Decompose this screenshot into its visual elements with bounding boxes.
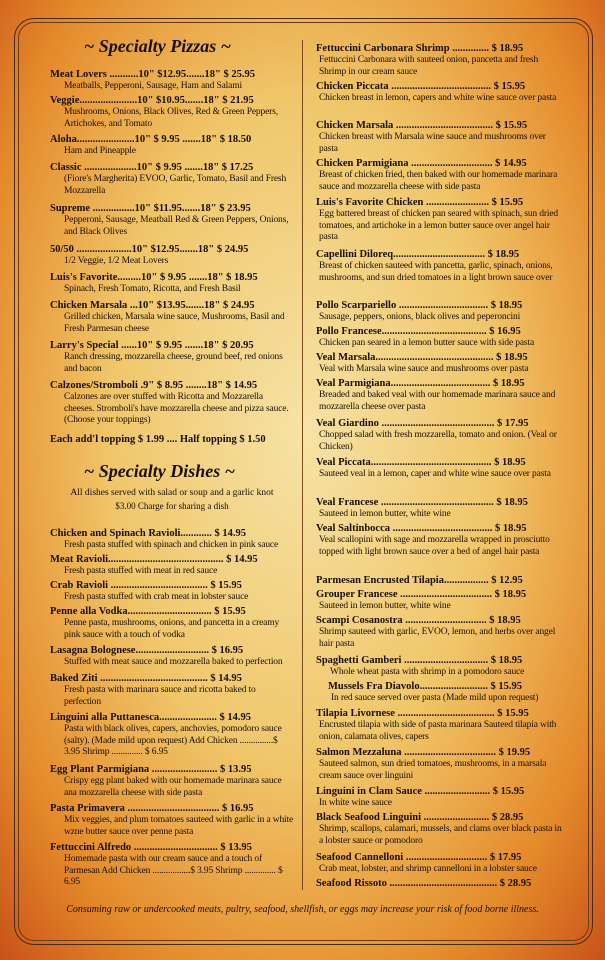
dishes-heading: ~ Specialty Dishes ~ [84, 461, 236, 481]
pizza-item [50, 95, 294, 130]
pizza-desc: Grilled chicken, Marsala wine sauce, Mushrooms, Basil and Fresh Parmesan cheese [64, 312, 285, 334]
pizza-title: Meat Lovers ...........10" $12.95.......18" $ 25.95 [50, 69, 256, 80]
food-safety-disclaimer: Consuming raw or undercooked meats, pultry, seafood, shellfish, or eggs may increase your risk of food borne illness. [66, 904, 539, 915]
dish-desc: Fresh pasta with marinara sauce and ricotta baked to perfection [64, 685, 256, 707]
entree-item [316, 352, 566, 376]
entree-desc: Shrimp, scallops, calamari, mussels, and clams over black pasta in a lobster sauce or pomodoro [319, 824, 562, 846]
pizza-item [50, 300, 294, 335]
entree-item [316, 852, 566, 876]
entree-item [316, 249, 566, 284]
entree-item [316, 326, 566, 350]
pizza-title: 50/50 .....................10" $12.95.......18" $ 24.95 [50, 244, 249, 255]
pizza-title: Veggie......................10" $10.95.......18" $ 21.95 [50, 95, 254, 106]
entree-desc: Encrusted tilapia with side of pasta marinara Sauteed tilapia with onion, calamata olives, capers [319, 720, 557, 742]
dish-item [50, 803, 294, 838]
entree-desc: Veal scallopini with sage and mozzarella wrapped in prosciutto topped with light brown sauce over a bed of angel hair pasta [319, 535, 550, 557]
dish-desc: Crispy egg plant baked with our homemade marinara sauce ana mozzarella cheese with side pasta [64, 776, 282, 798]
dish-item [50, 764, 294, 799]
dish-title: Linguini alla Puttanesca...................... $ 14.95 [50, 712, 251, 723]
entree-item [328, 681, 566, 705]
dish-item [50, 580, 294, 604]
dish-item [50, 606, 294, 641]
entree-title: Salmon Mezzaluna ................................... $ 19.95 [316, 747, 531, 758]
entree-title: Veal Marsala............................................. $ 18.95 [316, 352, 528, 363]
entree-item [316, 747, 566, 782]
entree-item [316, 497, 566, 521]
dish-item [50, 554, 294, 578]
sharing-note: $3.00 Charge for sharing a dish [115, 501, 229, 511]
entree-title: Veal Parmigiana...................................... $ 18.95 [316, 378, 525, 389]
entree-desc: Sauteed in lemon butter, white wine [319, 601, 451, 611]
entree-desc: Crab meat, lobster, and shrimp cannelloni in a lobster sauce [319, 864, 537, 874]
pizza-title: Classic ....................10" $ 9.95 .......18" $ 17.25 [50, 162, 254, 173]
entree-title: Veal Francese ........................................... $ 18.95 [316, 497, 528, 508]
entree-title: Grouper Francese ................................... $ 18.95 [316, 589, 527, 600]
entree-title: Luis's Favorite Chicken ........................ $ 15.95 [316, 197, 524, 208]
entree-title: Linguini in Clam Sauce ......................... $ 15.95 [316, 786, 525, 797]
entree-desc: Chicken breast with Marsala wine sauce and mushrooms over pasta [319, 132, 546, 154]
entree-desc: Breast of chicken sauteed with pancetta, garlic, spinach, onions, mushrooms, and sun dried tomatoes in a light brown sauce over [319, 261, 553, 283]
dish-title: Penne alla Vodka................................ $ 15.95 [50, 606, 246, 617]
entree-title: Chicken Parmigiana ............................... $ 14.95 [316, 158, 527, 169]
dish-title: Crab Ravioli ..................................... $ 15.95 [50, 580, 242, 591]
entree-desc: Sauteed veal in a lemon, caper and white wine sauce over pasta [319, 469, 551, 479]
entree-desc: Fettuccini Carbonara with sauteed onion, pancetta and fresh Shrimp in our cream sauce [319, 55, 539, 77]
dish-desc: Penne pasta, mushrooms, onions, and pancetta in a creamy pink sauce with a touch of vodka [64, 618, 280, 640]
pizza-desc: Ranch dressing, mozzarella cheese, ground beef, red onions and bacon [64, 352, 283, 374]
entree-item [316, 43, 566, 78]
dish-title: Chicken and Spinach Ravioli............ $ 14.95 [50, 528, 247, 539]
entree-title: Black Seafood Linguini ......................... $ 28.95 [316, 812, 524, 823]
dishes-note: All dishes served with salad or soup and a garlic knot [70, 488, 274, 498]
entree-title: Seafood Rissoto ......................................... $ 28.95 [316, 878, 532, 889]
entree-item [316, 589, 566, 613]
entree-desc: Chicken pan seared in a lemon butter sauce with side pasta [319, 338, 535, 348]
dish-title: Pasta Primavera ................................... $ 16.95 [50, 803, 254, 814]
dish-desc: Fresh pasta stuffed with meat in red sauce [64, 566, 218, 576]
pizza-title: Calzones/Stromboli .9" $ 8.95 ........18" $ 14.95 [50, 380, 258, 391]
pizza-desc: 1/2 Veggie, 1/2 Meat Lovers [64, 256, 169, 266]
entree-desc: Chopped salad with fresh mozzarella, tomato and onion. (Veal or Chicken) [319, 430, 557, 452]
pizza-desc: Meatballs, Pepperoni, Sausage, Ham and Salami [64, 81, 242, 91]
dish-item [50, 645, 294, 669]
dish-desc: Mix veggies, and plum tomatoes sauteed with garlic in a white wzne butter sauce over penne pasta [64, 815, 294, 837]
entree-desc: Shrimp sauteed with garlic, EVOO, lemon, and herbs over angel hair pasta [319, 627, 556, 649]
topping-line [50, 434, 294, 446]
entree-item [316, 418, 566, 453]
entree-item [316, 378, 566, 413]
dish-title: Fettuccini Alfredo ................................ $ 13.95 [50, 842, 252, 853]
pizza-item [50, 340, 294, 375]
pizza-desc: Spinach, Fresh Tomato, Ricotta, and Fresh Basil [64, 284, 241, 294]
entree-item [316, 523, 566, 558]
pizza-title: Luis's Favorite.........10" $ 9.95 .......18" $ 18.95 [50, 272, 258, 283]
entree-title: Fettuccini Carbonara Shrimp .............. $ 18.95 [316, 43, 524, 54]
entree-desc: In white wine sauce [319, 798, 392, 808]
entree-desc: Breaded and baked veal with our homemade marinara sauce and mozzarella cheese over pasta [319, 390, 556, 412]
pizzas-heading: ~ Specialty Pizzas ~ [84, 36, 232, 56]
dish-title: Meat Ravioli............................................ $ 14.95 [50, 554, 258, 565]
entree-title: Pollo Scarpariello .................................. $ 18.95 [316, 300, 523, 311]
entree-desc: Sausage, peppers, onions, black olives and peperoncini [319, 312, 521, 322]
dish-desc: Pasta with black olives, capers, anchovies, pomodoro sauce (salty). (Made mild upon request) Add Chicken ...............$ 3.95 Shrimp .............. $ 6.95 [64, 724, 282, 757]
entree-title: Chicken Piccata ...................................... $ 15.95 [316, 81, 526, 92]
entree-title: Seafood Cannelloni ............................... $ 17.95 [316, 852, 522, 863]
entree-desc: Chicken breast in lemon, capers and white wine sauce over pasta [319, 93, 557, 103]
pizza-desc: Ham and Pineapple [64, 146, 136, 156]
pizza-item [50, 244, 294, 268]
entree-item [316, 197, 566, 244]
entree-desc: Whole wheat pasta with shrimp in a pomodoro sauce [330, 667, 525, 677]
entree-item [316, 81, 566, 105]
dish-title: Baked Ziti ......................................... $ 14.95 [50, 673, 242, 684]
entree-desc: Sauteed salmon, sun dried tomatoes, mushrooms, in a marsala cream sauce over linguini [319, 759, 547, 781]
pizza-title: Larry's Special ......10" $ 9.95 .......18" $ 20.95 [50, 340, 254, 351]
dish-item [50, 842, 294, 889]
entree-title: Chicken Marsala ..................................... $ 15.95 [316, 120, 528, 131]
entree-item [316, 300, 566, 324]
pizza-title: Aloha......................10" $ 9.95 .......18" $ 18.50 [50, 134, 252, 145]
entree-title: Capellini Diloreq................................... $ 18.95 [316, 249, 520, 260]
pizza-item [50, 69, 294, 93]
entree-item [316, 615, 566, 650]
pizza-desc: (Fiore's Margherita) EVOO, Garlic, Tomato, Basil and Fresh Mozzarella [64, 174, 287, 196]
entree-title: Mussels Fra Diavolo.......................... $ 15.95 [328, 681, 522, 692]
entree-item [316, 655, 566, 679]
pizza-item [50, 162, 294, 197]
entree-title: Spaghetti Gamberi ................................ $ 18.95 [316, 655, 523, 666]
entree-item [316, 158, 566, 193]
pizza-desc: Pepperoni, Sausage, Meatball Red & Green Peppers, Onions, and Black Olives [64, 215, 289, 237]
entree-title: Veal Piccata.............................................. $ 18.95 [316, 457, 526, 468]
entree-item [316, 786, 566, 810]
entree-title: Pollo Francese........................................ $ 16.95 [316, 326, 521, 337]
entree-item [316, 457, 566, 481]
entree-title: Veal Giardino ........................................... $ 17.95 [316, 418, 529, 429]
dish-desc: Fresh pasta stuffed with spinach and chicken in pink sauce [64, 540, 279, 550]
entree-item [316, 708, 566, 743]
column-divider [302, 40, 303, 890]
entree-desc: Veal with Marsala wine sauce and mushrooms over pasta [319, 364, 529, 374]
pizza-desc: Mushrooms, Onions, Black Olives, Red & Green Peppers, Artichokes, and Tomato [64, 107, 278, 129]
pizza-title: Supreme ................10" $11.95.......18" $ 23.95 [50, 203, 251, 214]
entree-item [316, 575, 566, 587]
entree-desc: Sauteed in lemon butter, white wine [319, 509, 451, 519]
entree-desc: In red sauce served over pasta (Made mild upon request) [331, 693, 539, 703]
dish-title: Lasagna Bolognese............................ $ 16.95 [50, 645, 244, 656]
entree-item [316, 120, 566, 155]
pizza-item [50, 134, 294, 158]
pizza-item [50, 272, 294, 296]
entree-desc: Egg battered breast of chicken pan seared with spinach, sun dried tomatoes, and artichoke in a lemon butter sauce over angel hair pasta [319, 209, 559, 242]
pizza-item [50, 380, 294, 427]
entree-title: Veal Saltinbocca ...................................... $ 18.95 [316, 523, 527, 534]
dish-item [50, 673, 294, 708]
dish-desc: Fresh pasta stuffed with crab meat in lobster sauce [64, 592, 249, 602]
entree-item [316, 812, 566, 847]
entree-title: Scampi Cosanostra ............................... $ 18.95 [316, 615, 521, 626]
dish-item [50, 528, 294, 552]
pizza-item [50, 203, 294, 238]
entree-desc: Breast of chicken fried, then baked with our homemade marinara sauce and mozzarella cheese with side pasta [319, 170, 558, 192]
pizza-title: Chicken Marsala ...10" $13.95.......18" $ 24.95 [50, 300, 255, 311]
entree-item [316, 878, 566, 890]
pizza-desc: Calzones are over stuffed with Ricotta and Mozzarella cheeses. Stromboli's have mozzarella cheese and pizza sauce. (Choose your toppings) [64, 392, 289, 425]
topping-text: Each add'l topping $ 1.99 .... Half topping $ 1.50 [50, 434, 266, 445]
dish-desc: Stuffed with meat sauce and mozzarella baked to perfection [64, 657, 283, 667]
dish-desc: Homemade pasta with our cream sauce and a touch of Parmesan Add Chicken .................$ 3.95 Shrimp .............. $ 6.95 [64, 854, 283, 887]
dish-title: Egg Plant Parmigiana ......................... $ 13.95 [50, 764, 252, 775]
entree-title: Tilapia Livornese ..................................... $ 15.95 [316, 708, 529, 719]
dish-item [50, 712, 294, 759]
entree-title: Parmesan Encrusted Tilapia................. $ 12.95 [316, 575, 523, 586]
